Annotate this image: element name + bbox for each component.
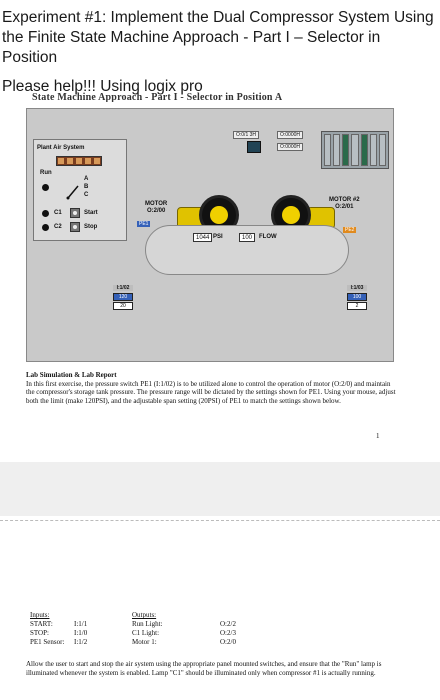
- pe1-address: I:1/02: [113, 285, 133, 291]
- pe1-tag: PE1: [139, 221, 149, 227]
- plc-tag-1: O:0/1 3H: [233, 131, 259, 139]
- c2-label: C2: [54, 224, 62, 230]
- output-row: Run Light: O:2/2: [132, 620, 236, 628]
- input-row: PE1 Sensor: I:1/2: [30, 638, 88, 646]
- selector-label-a: A: [84, 176, 89, 182]
- output-row: C1 Light: O:2/3: [132, 629, 236, 637]
- output-row: Motor 1: O:2/0: [132, 638, 236, 646]
- digital-display: [56, 156, 102, 166]
- motor-2-label: MOTOR #2 O:2/01: [329, 197, 360, 210]
- outputs-column: [132, 611, 236, 647]
- selector-label-c: C: [84, 192, 89, 198]
- plc-tag-2: O:0000H: [277, 131, 303, 139]
- selector-switch-icon[interactable]: [66, 182, 80, 200]
- stop-button[interactable]: [70, 222, 80, 232]
- page-number: 1: [376, 432, 380, 440]
- stop-label: Stop: [84, 224, 98, 230]
- control-panel: [33, 139, 127, 241]
- inputs-header: Inputs:: [30, 611, 50, 619]
- c1-lamp: [42, 210, 49, 217]
- pe1-limit[interactable]: 120: [113, 293, 133, 301]
- run-label: Run: [40, 170, 52, 176]
- psi-value: 1044: [193, 233, 212, 242]
- start-button[interactable]: [70, 208, 80, 218]
- motor-1-label: MOTOR O:2/00: [145, 201, 168, 214]
- final-instructions: Allow the user to start and stop the air system using the appropriate panel mounted switches, and ensure that the "Run" lamp is illuminated whenever the system is enabled. Lamp "C1" should be illuminated only when compressor #1 is actually running.: [26, 660, 382, 677]
- page-gap: [0, 462, 440, 516]
- input-row: STOP: I:1/0: [30, 629, 88, 637]
- question-help: Please help!!! Using logix pro: [2, 78, 203, 95]
- pe2-span[interactable]: 2: [347, 302, 367, 310]
- pe1-indicator: [113, 285, 133, 310]
- outputs-header: Outputs:: [132, 611, 157, 619]
- pe2-limit[interactable]: 100: [347, 293, 367, 301]
- plc-rack-icon: [321, 131, 389, 169]
- panel-title: Plant Air System: [37, 145, 85, 151]
- psi-unit: PSI: [213, 234, 223, 240]
- pe2-tag: PE2: [345, 227, 355, 233]
- document-heading: State Machine Approach - Part I - Selector in Position A: [32, 92, 283, 102]
- inputs-column: [30, 611, 87, 647]
- lab-title: Lab Simulation & Lab Report: [26, 371, 117, 379]
- plc-area: [233, 127, 389, 171]
- run-lamp: [42, 184, 49, 191]
- monitor-icon: [247, 141, 261, 153]
- selector-label-b: B: [84, 184, 89, 190]
- simulation-panel: [26, 108, 394, 362]
- pe2-indicator: [347, 285, 367, 310]
- pe2-address: I:1/03: [347, 285, 367, 291]
- lab-body: In this first exercise, the pressure switch PE1 (I:1/02) is to be utilized alone to control the operation of motor (O:2/0) and maintain the compressor's storage tank pressure. The pressure range will be dictated by the settings shown for PE1. Using your mouse, adjust both the limit (make 120PSI), and the adjustable span setting (20PSI) of PE1 to match the settings shown below.: [26, 379, 396, 405]
- pe1-span[interactable]: 20: [113, 302, 133, 310]
- flow-value[interactable]: 100: [239, 233, 255, 242]
- c2-lamp: [42, 224, 49, 231]
- question-title: Experiment #1: Implement the Dual Compressor System Using the Finite State Machine Approach - Part I – Selector in Position: [2, 9, 434, 66]
- page-divider: [0, 520, 440, 521]
- c1-label: C1: [54, 210, 62, 216]
- input-row: START: I:1/1: [30, 620, 88, 628]
- plc-tag-3: O:0000H: [277, 143, 303, 151]
- flow-unit: FLOW: [259, 234, 277, 240]
- start-label: Start: [84, 210, 98, 216]
- lab-report-section: [26, 371, 398, 405]
